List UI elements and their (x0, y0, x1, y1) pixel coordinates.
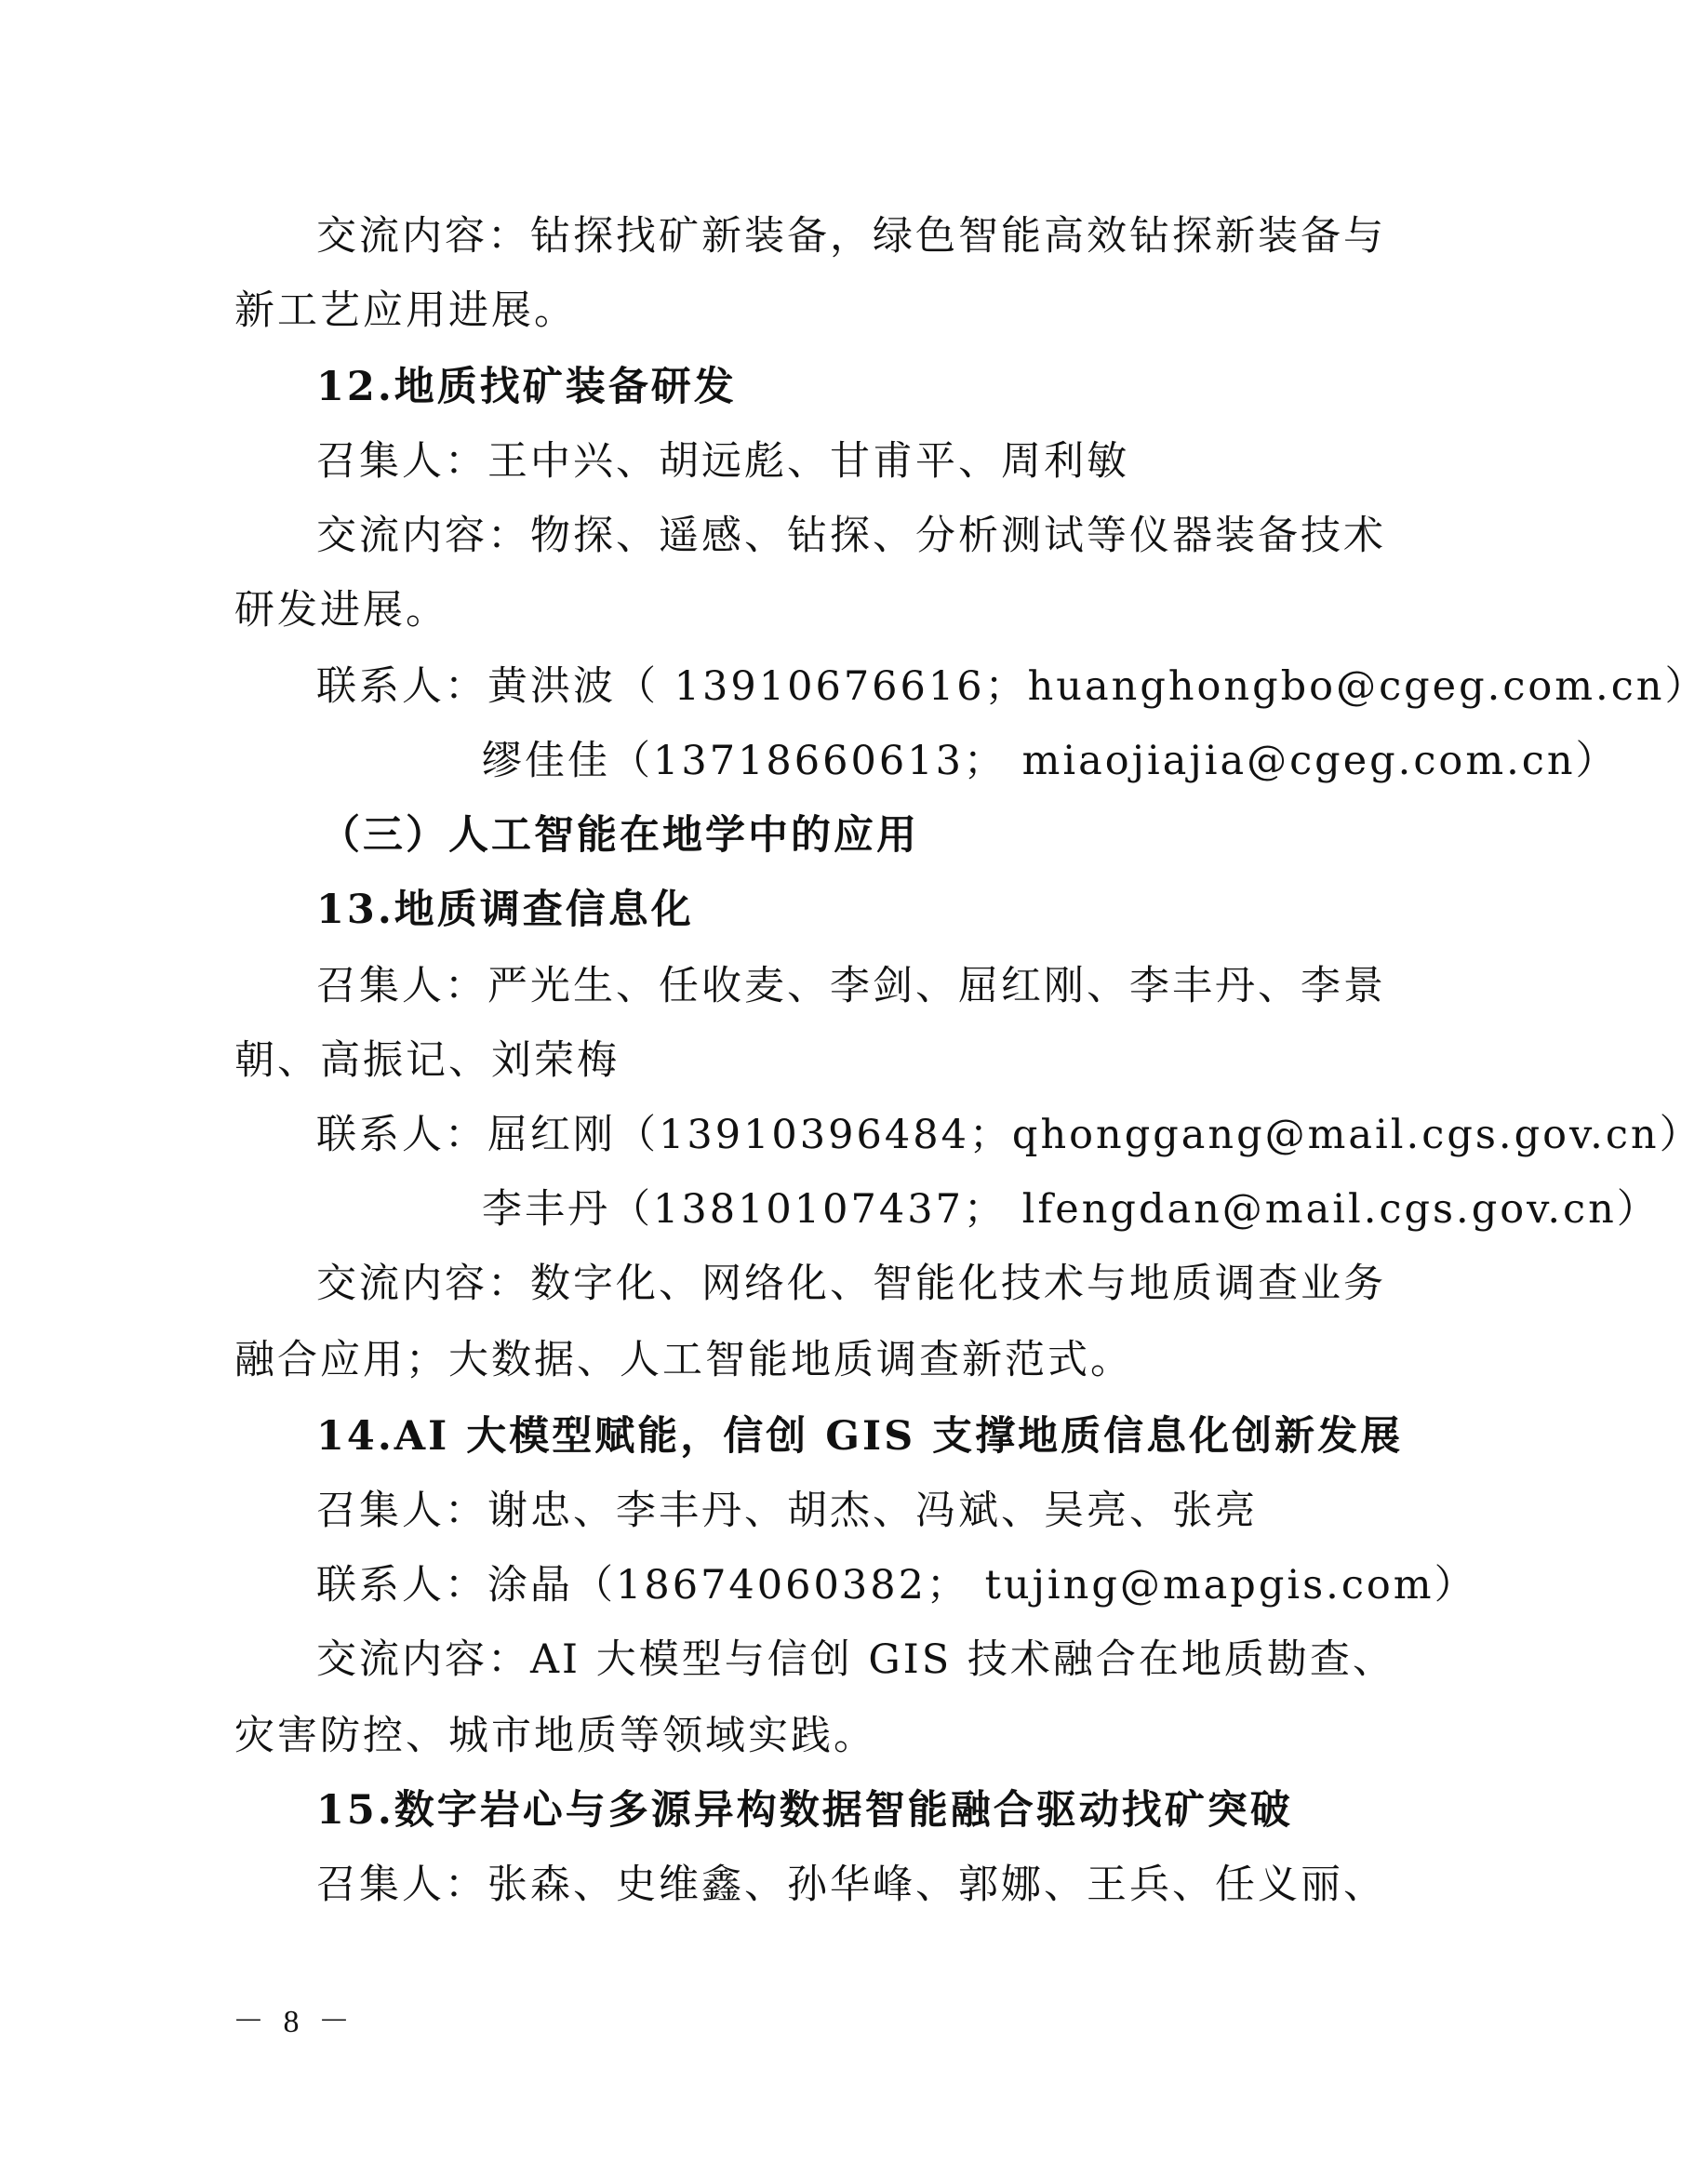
contact-line: 联系人：涂晶（18674060382； tujing@mapgis.com） (316, 1562, 1477, 1609)
paragraph-line: 研发进展。 (234, 587, 448, 634)
conveners-line: 召集人：严光生、任收麦、李剑、屈红刚、李丰丹、李景 (316, 963, 1386, 1009)
section-heading-13: 13.地质调查信息化 (316, 887, 694, 933)
conveners-line: 召集人：王中兴、胡远彪、甘甫平、周利敏 (316, 438, 1129, 485)
section-heading-12: 12.地质找矿装备研发 (316, 364, 737, 410)
contact-line: 李丰丹（13810107437； lfengdan@mail.cgs.gov.cn） (482, 1186, 1660, 1233)
paragraph-line: 交流内容：钻探找矿新装备，绿色智能高效钻探新装备与 (316, 213, 1386, 260)
subsection-heading: （三）人工智能在地学中的应用 (320, 812, 919, 859)
paragraph-line: 交流内容：物探、遥感、钻探、分析测试等仪器装备技术 (316, 513, 1386, 559)
contact-line: 联系人：屈红刚（13910396484；qhonggang@mail.cgs.gov.cn） (316, 1112, 1702, 1158)
conveners-line: 召集人：谢忠、李丰丹、胡杰、冯斌、吴亮、张亮 (316, 1488, 1258, 1534)
paragraph-line: 交流内容：数字化、网络化、智能化技术与地质调查业务 (316, 1261, 1386, 1307)
paragraph-line: 融合应用；大数据、人工智能地质调查新范式。 (234, 1337, 1133, 1383)
paragraph-line: 灾害防控、城市地质等领域实践。 (234, 1713, 876, 1759)
section-heading-14: 14.AI 大模型赋能，信创 GIS 支撑地质信息化创新发展 (316, 1413, 1404, 1460)
section-heading-15: 15.数字岩心与多源异构数据智能融合驱动找矿突破 (316, 1787, 1293, 1834)
paragraph-line: 交流内容：AI 大模型与信创 GIS 技术融合在地质勘查、 (316, 1636, 1395, 1683)
contact-line: 缪佳佳（13718660613； miaojiajia@cgeg.com.cn） (482, 738, 1619, 784)
page-number: － 8 － (233, 2005, 355, 2039)
contact-line: 联系人：黄洪波（ 13910676616；huanghongbo@cgeg.com.cn） (316, 663, 1708, 710)
paragraph-line: 新工艺应用进展。 (234, 287, 577, 334)
paragraph-line: 朝、高振记、刘荣梅 (234, 1037, 620, 1084)
conveners-line: 召集人：张森、史维鑫、孙华峰、郭娜、王兵、任义丽、 (316, 1862, 1386, 1908)
